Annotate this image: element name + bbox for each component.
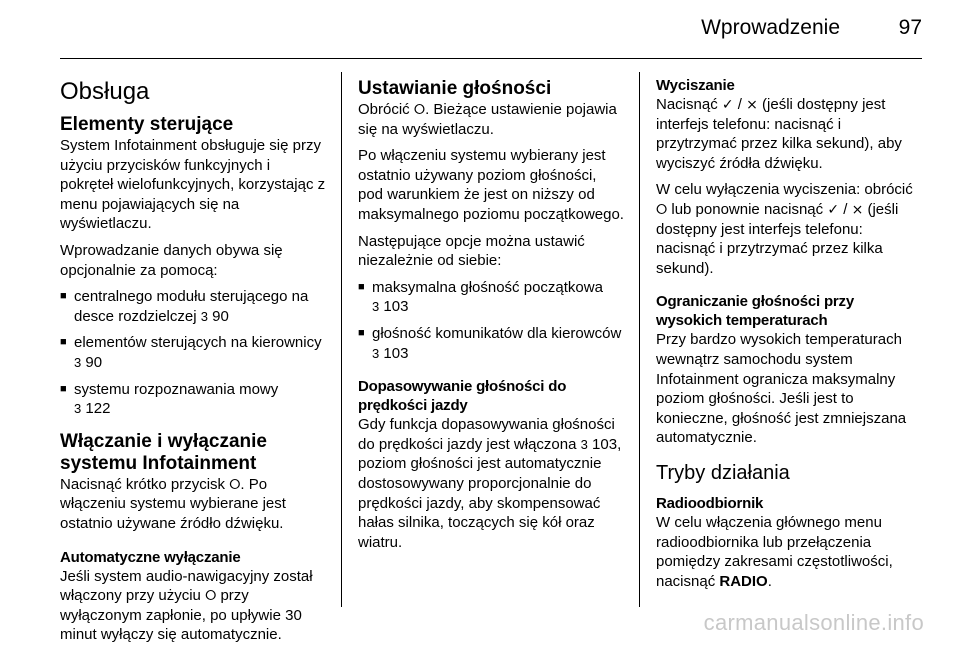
page-header <box>60 0 922 59</box>
page-ref[interactable]: 3 103 <box>372 298 409 316</box>
paragraph: Wprowadzanie danych obywa się opcjonalnie za pomocą: <box>60 241 283 279</box>
list-item: ■ systemu rozpoznawania mowy 3 122 <box>60 380 326 419</box>
page-ref-arrow-icon: 3 <box>74 354 82 370</box>
heading-on-off: Włączanie i wyłączanie systemu Infotainment <box>60 430 267 474</box>
page-ref[interactable]: 3 122 <box>74 400 111 418</box>
paragraph: W celu wyłączenia wyciszenia: obrócić ⭘ lub ponownie nacisnąć ✓ / ⨯ (jeśli dostępny jest interfejs telefonu: nacisnąć i przytrzymać przez kilka sekund). <box>656 181 913 277</box>
call-icon: ✓ <box>827 200 840 217</box>
mute-icon: ⨯ <box>746 96 758 112</box>
list-item: ■ głośność komunikatów dla kierowców 3 103 <box>358 324 624 363</box>
paragraph: Nacisnąć ✓ / ⨯ (jeśli dostępny jest interfejs telefonu: nacisnąć i przytrzymać przez kilka sekund), aby wyciszyć źródła dźwięku. <box>656 96 902 172</box>
column-1 <box>60 62 326 652</box>
page-number: 97 <box>898 16 922 39</box>
volume-knob-icon: ⭘ <box>656 200 668 217</box>
radio-button-label: RADIO <box>719 572 768 590</box>
paragraph: Gdy funkcja dopasowywania głośności do prędkości jazdy jest włączona 3 103, poziom głośności jest automatycznie dostosowywany proporcjonalnie do prędkości jazdy, aby skompensować hałas silnika, toczących się kół oraz wiatru. <box>358 416 622 551</box>
page-ref[interactable]: 3 103 <box>580 435 618 453</box>
page-ref-arrow-icon: 3 <box>200 308 208 324</box>
call-icon: ✓ <box>721 96 734 112</box>
paragraph: Następujące opcje można ustawić niezależnie od siebie: <box>358 232 585 270</box>
heading-volume: Ustawianie głośności <box>358 78 552 99</box>
page-ref[interactable]: 3 103 <box>372 344 409 362</box>
page-ref-arrow-icon: 3 <box>372 345 380 361</box>
power-knob-icon: ⭘ <box>229 475 241 492</box>
column-3 <box>656 76 922 598</box>
heading-controls: Elementy sterujące <box>60 114 234 135</box>
power-knob-icon: ⭘ <box>205 587 217 604</box>
page-ref[interactable]: 3 90 <box>74 353 103 371</box>
paragraph: Po włączeniu systemu wybierany jest ostatnio używany poziom głośności, pod warunkiem że jest on niższy od maksymalnego poziomu początkowego. <box>358 147 624 223</box>
column-2 <box>358 78 624 559</box>
section-title-obsluga: Obsługa <box>60 78 150 105</box>
page-ref-arrow-icon: 3 <box>74 401 82 417</box>
input-methods-list <box>60 287 326 419</box>
heading-operating-modes: Tryby działania <box>656 461 790 484</box>
heading-speed-volume: Dopasowywanie głośności do prędkości jazdy <box>358 378 567 415</box>
paragraph: Jeśli system audio-nawigacyjny został włączony przy użyciu ⭘ przy wyłączonym zapłonie, po upływie 30 minut wyłączy się automatycznie. <box>60 567 313 644</box>
heading-radio: Radioodbiornik <box>656 494 764 512</box>
paragraph: W celu włączenia głównego menu radioodbiornika lub przełączenia pomiędzy zakresami częstotliwości, nacisnąć RADIO. <box>656 513 893 590</box>
column-divider <box>341 72 342 607</box>
volume-knob-icon: ⭘ <box>413 101 426 117</box>
page-ref-arrow-icon: 3 <box>580 436 588 452</box>
page-ref-arrow-icon: 3 <box>372 299 380 315</box>
page-ref[interactable]: 3 90 <box>200 307 229 325</box>
heading-auto-off: Automatyczne wyłączanie <box>60 548 241 566</box>
paragraph: System Infotainment obsługuje się przy użyciu przycisków funkcyjnych i pokręteł wielofunkcyjnych, korzystając z menu pojawiających się na wyświetlaczu. <box>60 137 326 233</box>
paragraph: Nacisnąć krótko przycisk ⭘. Po włączeniu systemu wybierane jest ostatnio używane źródło dźwięku. <box>60 475 286 532</box>
paragraph: Obrócić ⭘. Bieżące ustawienie pojawia się na wyświetlaczu. <box>358 101 617 138</box>
volume-options-list <box>358 278 624 363</box>
list-item: ■ elementów sterujących na kierownicy 3 90 <box>60 333 326 372</box>
column-divider <box>639 72 640 607</box>
watermark: carmanualsonline.info <box>703 610 924 635</box>
heading-mute: Wyciszanie <box>656 77 735 94</box>
paragraph: Przy bardzo wysokich temperaturach wewnątrz samochodu system Infotainment ogranicza maksymalny poziom głośności. Jeśli jest to konieczne, głośność jest zmniejszana automatycznie. <box>656 331 907 447</box>
heading-temperature-limit: Ograniczanie głośności przy wysokich temperaturach <box>656 293 854 330</box>
list-item: ■ centralnego modułu sterującego na desce rozdzielczej 3 90 <box>60 287 326 326</box>
list-item: ■ maksymalna głośność początkowa 3 103 <box>358 278 624 317</box>
mute-icon: ⨯ <box>851 200 864 217</box>
header-title: Wprowadzenie <box>701 16 840 39</box>
